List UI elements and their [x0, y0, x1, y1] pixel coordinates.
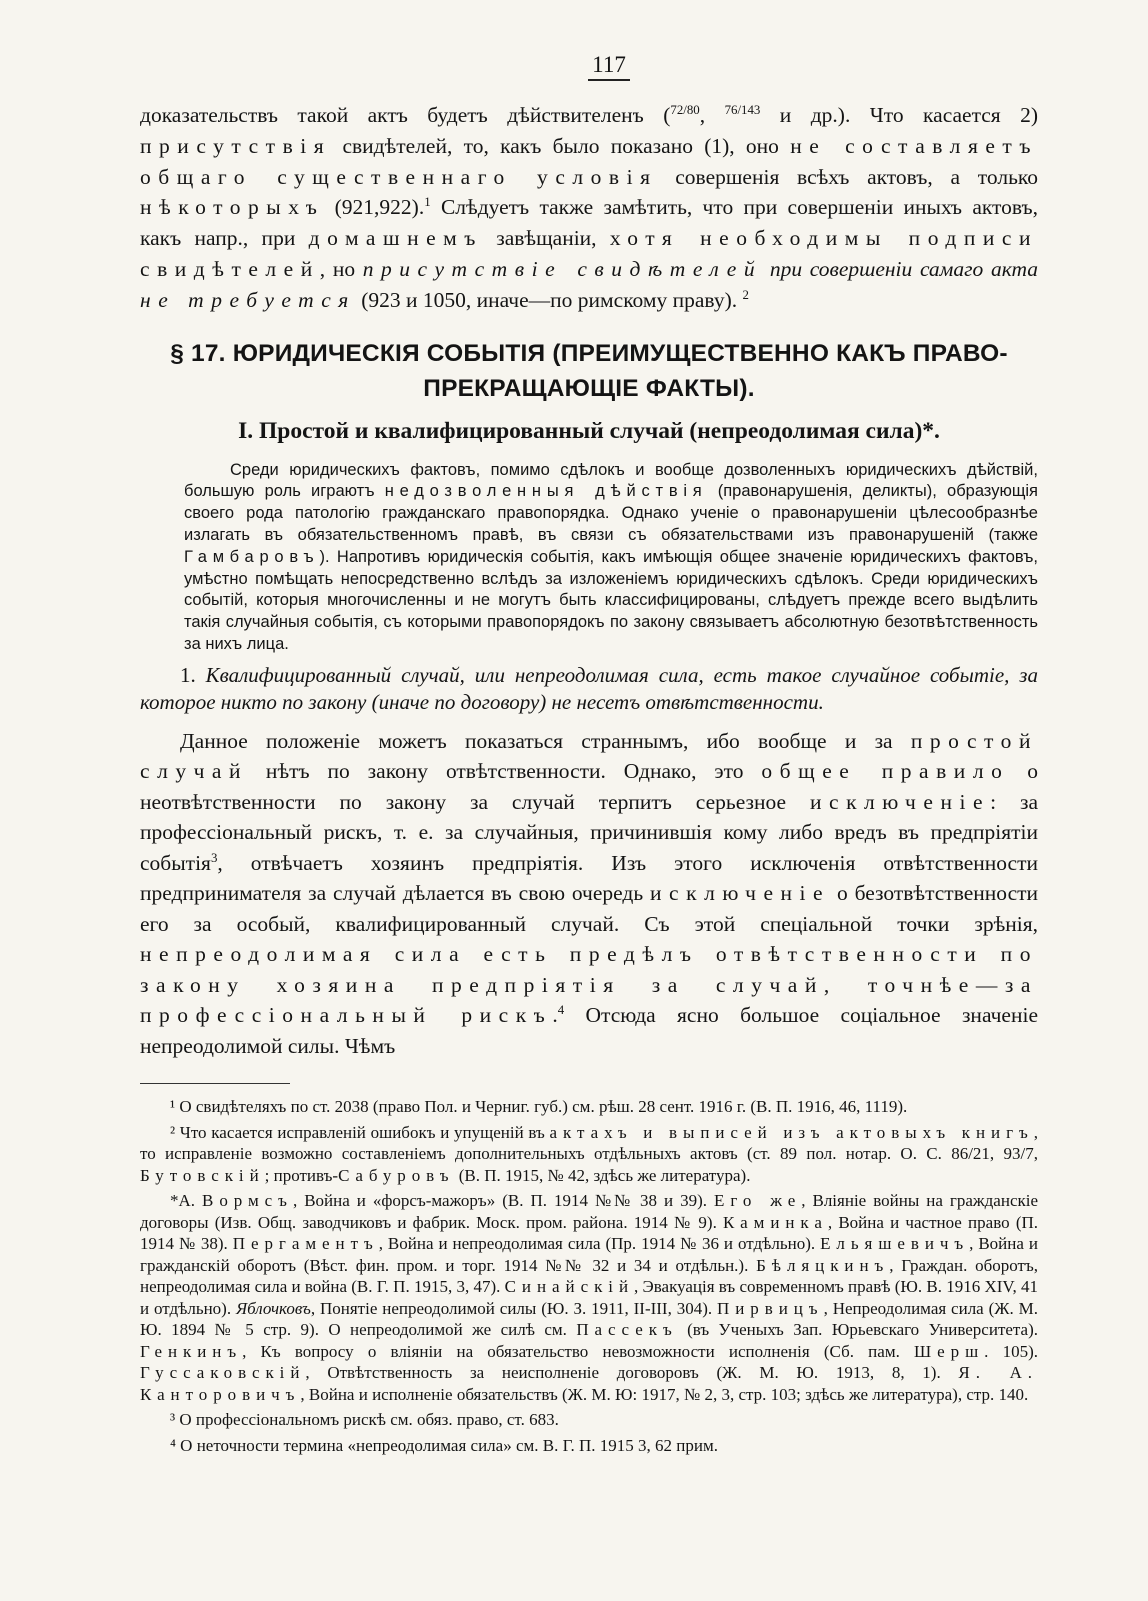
intro-paragraph: Среди юридическихъ фактовъ, помимо сдѣлокъ и вообще дозволенныхъ юридическихъ дѣйствій, большую роль играютъ недозволенныя дѣйствія (правонарушенія, деликты), образующія своего рода патологію гражданскаго правопорядка. Однако ученіе о правонарушеніи цѣлесообразнѣе излагать въ обязательственномъ правѣ, въ связи съ обязательствами изъ правонарушеній (также Гамбаровъ). Напротивъ юридическія событія, какъ имѣющія общее значеніе юридическихъ фактовъ, умѣстно помѣщать непосредственно вслѣдъ за изложеніемъ юридическихъ сдѣлокъ. Среди юридическихъ событій, которыя многочисленны и не могутъ быть классифицированы, слѣдуетъ прежде всего выдѣлить такія случайныя событія, съ которыми правопорядокъ по закону связываетъ абсолютную безотвѣтственность за нихъ лица.: [184, 460, 1038, 653]
footnote-ref: 4: [557, 1003, 565, 1018]
footnote-3: ³ О профессіональномъ рискѣ см. обяз. право, ст. 683.: [170, 1410, 559, 1430]
footnote-1: ¹ О свидѣтеляхъ по ст. 2038 (право Пол. и Черниг. губ.) см. рѣш. 28 сент. 1916 г. (В. П. 1916, 46, 1119).: [170, 1097, 908, 1117]
footnotes: [140, 1096, 1038, 1456]
body-paragraph: Данное положеніе можетъ показаться страннымъ, ибо вообще и за простой случай нѣтъ по закону отвѣтственности. Однако, это общее правило о неотвѣтственности по закону за случай терпитъ серьезное исключеніе: за профессіональный рискъ, т. е. за случайныя, причинившія кому либо вредъ въ предпріятіи событія$^3$, отвѣчаетъ хозяинъ предпріятія. Изъ этого исключенія отвѣтственности предпринимателя за случай дѣлается въ свою очередь исключеніе о безотвѣтственности его за особый, квалифицированный случай. Съ этой спеціальной точки зрѣнія, непреодолимая сила есть предѣлъ отвѣтственности по закону хозяина предпріятія за случай, точнѣе—за профессіональный рискъ.$^4$ Отсюда ясно большое соціальное значеніе непреодолимой силы. Чѣмъ: [140, 728, 1039, 1058]
continued-paragraph: доказательствъ такой актъ будетъ дѣйствителенъ ($^{72/80}$, $^{76/143}$ и др.). Что касается 2) присутствія свидѣтелей, то, какъ было показано (1), оно не составляетъ общаго существеннаго условія совершенія всѣхъ актовъ, а только нѣкоторыхъ (921,922).$^1$ Слѣдуетъ также замѣтить, что при совершеніи иныхъ актовъ, какъ напр., при домашнемъ завѣщаніи, хотя необходимы подписи свидѣтелей, но присутствіе свидѣтелей при совершеніи самаго акта не требуется (923 и 1050, иначе—по римскому праву). $^2$: [140, 102, 1039, 312]
footnote-4: ⁴ О неточности термина «непреодолимая сила» см. В. Г. П. 1915 3, 62 прим.: [170, 1435, 718, 1455]
footnote-2: ² Что касается исправленій ошибокъ и упущеній въ актахъ и выписей изъ актовыхъ книгъ, то исправленіе возможно составленіемъ дополнительныхъ отдѣльныхъ актовъ (ст. 89 пол. нотар. О. С. 86/21, 93/7, Бутовскій; противъ-Сабуровъ (В. П. 1915, № 42, здѣсь же литература).: [140, 1122, 1039, 1185]
section-heading: § 17. ЮРИДИЧЕСКІЯ СОБЫТІЯ (ПРЕИМУЩЕСТВЕННО КАКЪ ПРАВО- ПРЕКРАЩАЮЩІЕ ФАКТЫ).: [170, 339, 1008, 402]
rule-statement: 1. Квалифицированный случай, или непреодолимая сила, есть такое случайное событіе, за которое никто по закону (иначе по договору) не несетъ отвѣтственности.: [140, 662, 1038, 714]
footnote-divider: [140, 1083, 290, 1084]
footnote-ref: 3: [210, 850, 218, 865]
page-number: 117: [180, 52, 1038, 78]
footnote-ref: 1: [424, 195, 431, 210]
sub-heading: I. Простой и квалифицированный случай (непреодолимая сила)*.: [238, 417, 940, 444]
footnote-ref: 2: [742, 287, 749, 302]
footnote-star: *А. Вормсъ, Война и «форсъ-мажоръ» (В. П. 1914 №№ 38 и 39). Его же, Вліяніе войны на гражданскіе договоры (Изв. Общ. заводчиковъ и фабрик. Моск. пром. района. 1914 № 9). Каминка, Война и частное право (П. 1914 № 38). Пергаментъ, Война и непреодолимая сила (Пр. 1914 № 36 и отдѣльно). Ельяшевичъ, Война и гражданскій оборотъ (Вѣст. фин. пром. и торг. 1914 №№ 32 и 34 и отдѣльн.). Бѣляцкинъ, Граждан. оборотъ, непреодолимая сила и война (В. Г. П. 1915, 3, 47). Синайскій, Эвакуація въ современномъ правѣ (Ю. В. 1916 XIV, 41 и отдѣльно). Яблочковъ, Понятіе непреодолимой силы (Ю. З. 1911, II-III, 304). Пирвицъ, Непреодолимая сила (Ж. М. Ю. 1894 № 5 стр. 9). О непреодолимой же силѣ см. Пассекъ (въ Ученыхъ Зап. Юрьевскаго Университета). Генкинъ, Къ вопросу о вліяніи на обязательство невозможности исполненія (Сб. пам. Шерш. 105). Гуссаковскій, Отвѣтственность за неисполненіе договоровъ (Ж. М. Ю. 1913, 8, 1). Я. А. Канторовичъ, Война и исполненіе обязательствъ (Ж. М. Ю: 1917, № 2, 3, стр. 103; здѣсь же литература), стр. 140.: [140, 1191, 1039, 1404]
